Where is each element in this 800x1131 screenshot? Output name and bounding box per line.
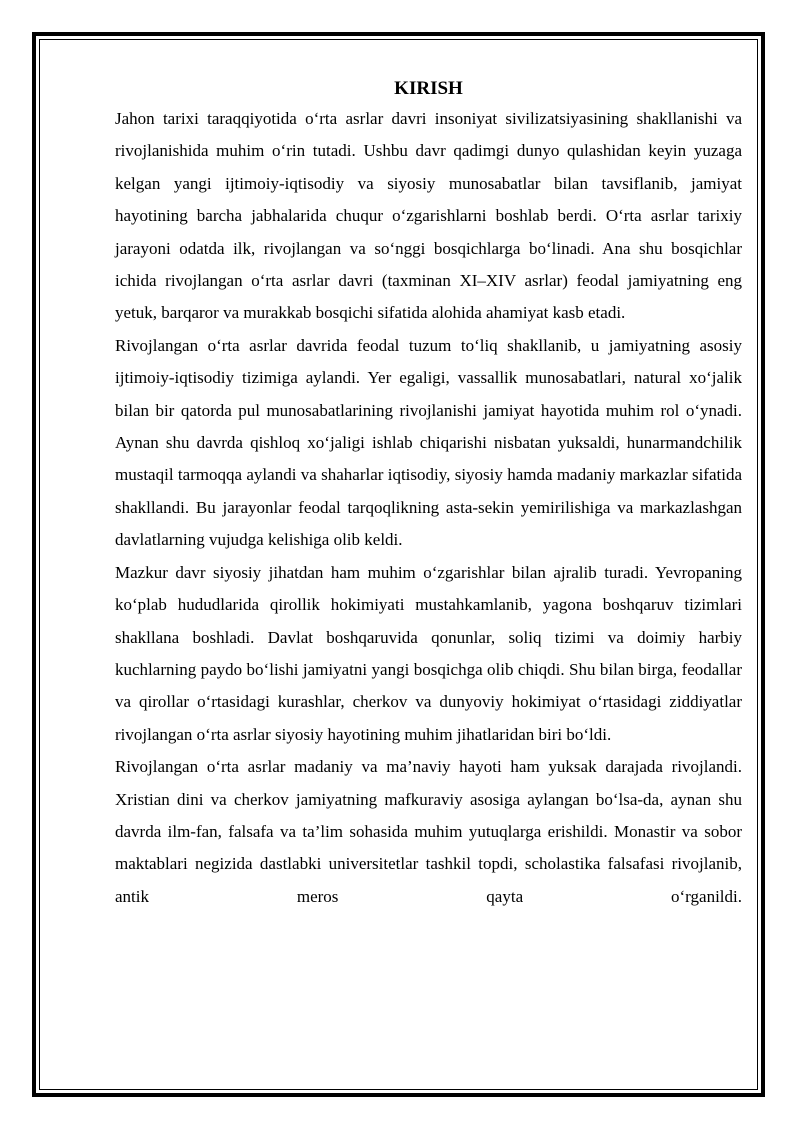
paragraph: Jahon tarixi taraqqiyotida o‘rta asrlar davri insoniyat sivilizatsiyasining shakllanishi va rivojlanishida muhim o‘rin tutadi. Ushbu davr qadimgi dunyo qulashidan keyin yuzaga kelgan yangi ijtimoiy-iqtisodiy va siyosiy munosabatlar bilan tavsiflanib, jamiyat hayotining barcha jabhalarida chuqur o‘zgarishlarni boshlab berdi. O‘rta asrlar tarixiy jarayoni odatda ilk, rivojlangan va so‘nggi bosqichlarga bo‘linadi. Ana shu bosqichlar ichida rivojlangan o‘rta asrlar davri (taxminan XI–XIV asrlar) feodal jamiyatning eng yetuk, barqaror va murakkab bosqichi sifatida alohida ahamiyat kasb etadi.	[115, 109, 742, 323]
document-title: KIRISH	[394, 78, 463, 99]
paragraph: Mazkur davr siyosiy jihatdan ham muhim o‘zgarishlar bilan ajralib turadi. Yevropaning ko‘plab hududlarida qirollik hokimiyati mustahkamlanib, yagona boshqaruv tizimlari shakllana boshladi. Davlat boshqaruvida qonunlar, soliq tizimi va doimiy harbiy kuchlarning paydo bo‘lishi jamiyatni yangi bosqichga olib chiqdi. Shu bilan birga, feodallar va qirollar o‘rtasidagi kurashlar, cherkov va dunyoviy hokimiyat o‘rtasidagi ziddiyatlar rivojlangan o‘rta asrlar siyosiy hayotining muhim jihatlaridan biri bo‘ldi.	[115, 562, 742, 744]
paragraph: Rivojlangan o‘rta asrlar davrida feodal tuzum to‘liq shakllanib, u jamiyatning asosiy ijtimoiy-iqtisodiy tizimiga aylandi. Yer egaligi, vassallik munosabatlari, natural xo‘jalik bilan bir qatorda pul munosabatlarining rivojlanishi jamiyat hayotida muhim rol o‘ynadi. Aynan shu davrda qishloq xo‘jaligi ishlab chiqarishi nisbatan yuksaldi, hunarmandchilik mustaqil tarmoqqa aylandi va shaharlar iqtisodiy, siyosiy hamda madaniy markazlar sifatida shakllandi. Bu jarayonlar feodal tarqoqlikning asta-sekin yemirilishiga va markazlashgan davlatlarning vujudga kelishiga olib keldi.	[115, 335, 742, 550]
document-body	[115, 75, 742, 913]
paragraph: Rivojlangan o‘rta asrlar madaniy va ma’naviy hayoti ham yuksak darajada rivojlandi. Xristian dini va cherkov jamiyatning mafkuraviy asosiga aylangan bo‘lsa-da, aynan shu davrda ilm-fan, falsafa va ta’lim sohasida muhim yutuqlarga erishildi. Monastir va sobor maktablari negizida dastlabki universitetlar tashkil topdi, scholastika falsafasi rivojlanib, antik meros qayta o‘rganildi.	[115, 757, 742, 906]
